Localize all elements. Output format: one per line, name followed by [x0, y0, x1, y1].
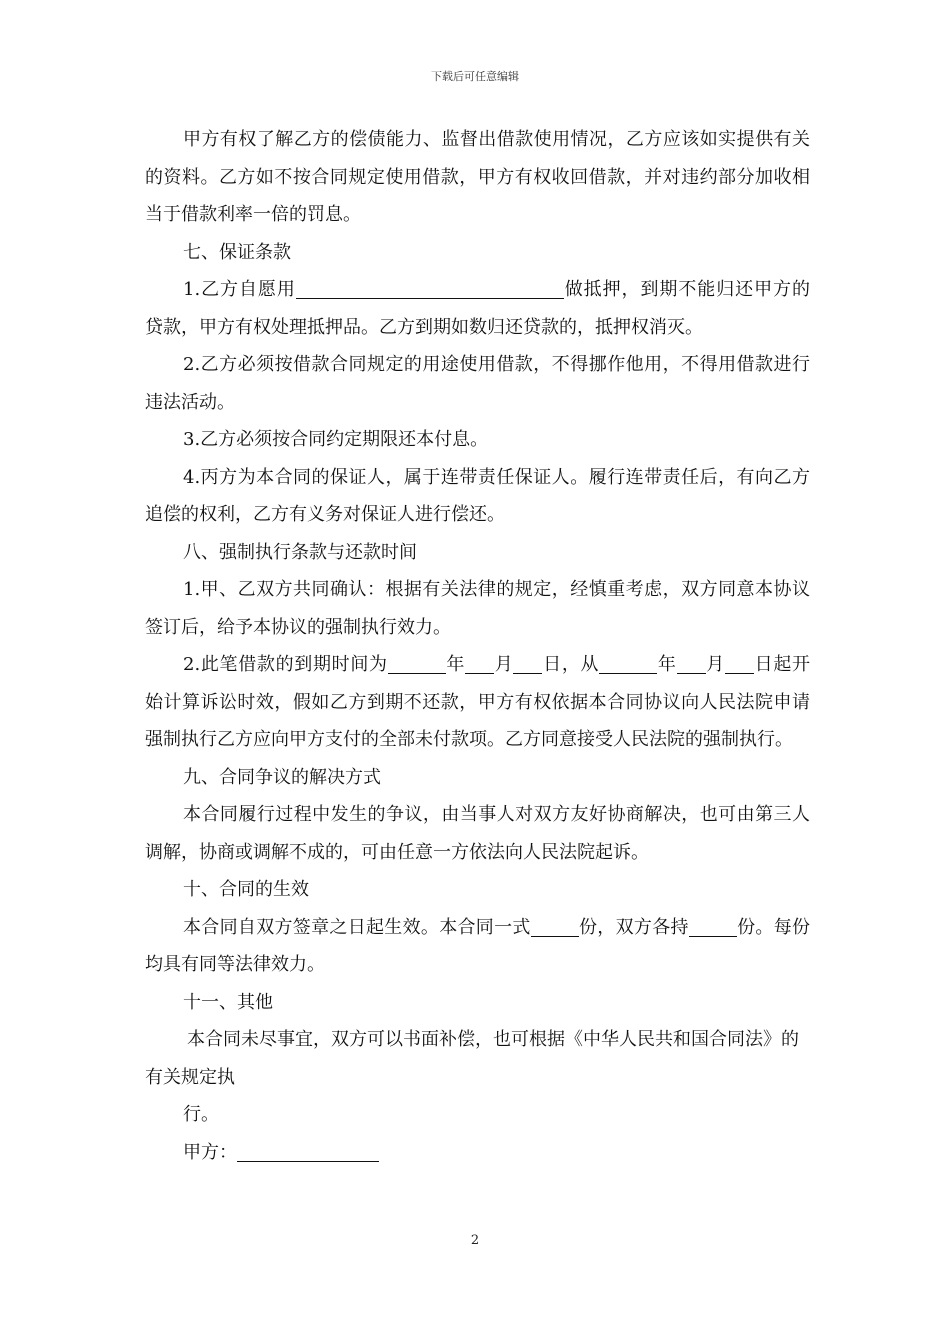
start-month-label: 月	[705, 654, 725, 675]
copies-total-blank	[531, 916, 579, 937]
section-heading-effectiveness: 十、合同的生效	[183, 879, 309, 900]
section-heading-enforcement: 八、强制执行条款与还款时间	[183, 541, 417, 563]
party-a-signature-blank	[237, 1141, 379, 1162]
due-month-blank	[465, 653, 494, 674]
due-day-label: 日，从	[542, 654, 600, 675]
clause-7-1-end: 做抵押，到期不能归还甲方的贷款，甲方有权处理抵押品。乙方到期如数归还贷款的，抵押权消灭。	[145, 279, 810, 338]
page-number: 2	[470, 1233, 480, 1248]
clause-8-2-end: 日起开始计算诉讼时效，假如乙方到期不还款，甲方有权依据本合同协议向人民法院申请强制执行乙方应向甲方支付的全部未付款项。乙方同意接受人民法院的强制执行。	[145, 654, 811, 750]
start-year-label: 年	[657, 654, 677, 675]
clause-8-2	[145, 646, 810, 759]
effectiveness-mid: 份，双方各持	[578, 916, 689, 938]
paragraph-disputes: 本合同履行过程中发生的争议，由当事人对双方友好协商解决，也可由第三人调解，协商或调解不成的，可由任意一方依法向人民法院起诉。	[145, 804, 810, 863]
clause-7-1-start: 1.乙方自愿用	[183, 279, 296, 300]
due-year-blank	[388, 653, 446, 674]
section-heading-guarantee: 七、保证条款	[183, 241, 291, 263]
clause-8-1: 1.甲、乙双方共同确认：根据有关法律的规定，经慎重考虑，双方同意本协议签订后，给予本协议的强制执行效力。	[145, 579, 810, 638]
due-day-blank	[513, 653, 542, 674]
collateral-blank	[296, 278, 564, 299]
due-year-label: 年	[445, 654, 466, 675]
start-month-blank	[677, 653, 706, 674]
due-month-label: 月	[494, 654, 514, 675]
start-year-blank	[599, 653, 657, 674]
signature-party-a	[145, 1134, 810, 1172]
effectiveness-start: 本合同自双方签章之日起生效。本合同一式	[183, 916, 531, 938]
paragraph-other-cont: 行。	[183, 1104, 219, 1125]
clause-7-1	[145, 271, 810, 346]
paragraph-effectiveness	[145, 909, 810, 984]
document-body	[145, 121, 810, 1171]
party-a-label: 甲方：	[183, 1141, 237, 1163]
clause-7-2: 2.乙方必须按借款合同规定的用途使用借款，不得挪作他用，不得用借款进行违法活动。	[145, 354, 810, 413]
clause-7-4: 4.丙方为本合同的保证人，属于连带责任保证人。履行连带责任后，有向乙方追偿的权利，乙方有义务对保证人进行偿还。	[145, 466, 810, 525]
clause-8-2-start: 2.此笔借款的到期时间为	[183, 654, 388, 675]
start-day-blank	[725, 653, 754, 674]
effectiveness-end: 份。每份均具有同等法律效力。	[145, 916, 811, 975]
copies-each-blank	[689, 916, 737, 937]
paragraph-lender-rights: 甲方有权了解乙方的偿债能力、监督出借款使用情况，乙方应该如实提供有关的资料。乙方如不按合同规定使用借款，甲方有权收回借款，并对违约部分加收相当于借款利率一倍的罚息。	[145, 129, 810, 225]
page-header: 下载后可任意编辑	[431, 70, 519, 83]
section-heading-other: 十一、其他	[183, 991, 273, 1013]
clause-7-3: 3.乙方必须按合同约定期限还本付息。	[183, 429, 489, 450]
paragraph-other: 本合同未尽事宜，双方可以书面补偿，也可根据《中华人民共和国合同法》的有关规定执	[145, 1029, 799, 1088]
section-heading-disputes: 九、合同争议的解决方式	[183, 766, 381, 788]
